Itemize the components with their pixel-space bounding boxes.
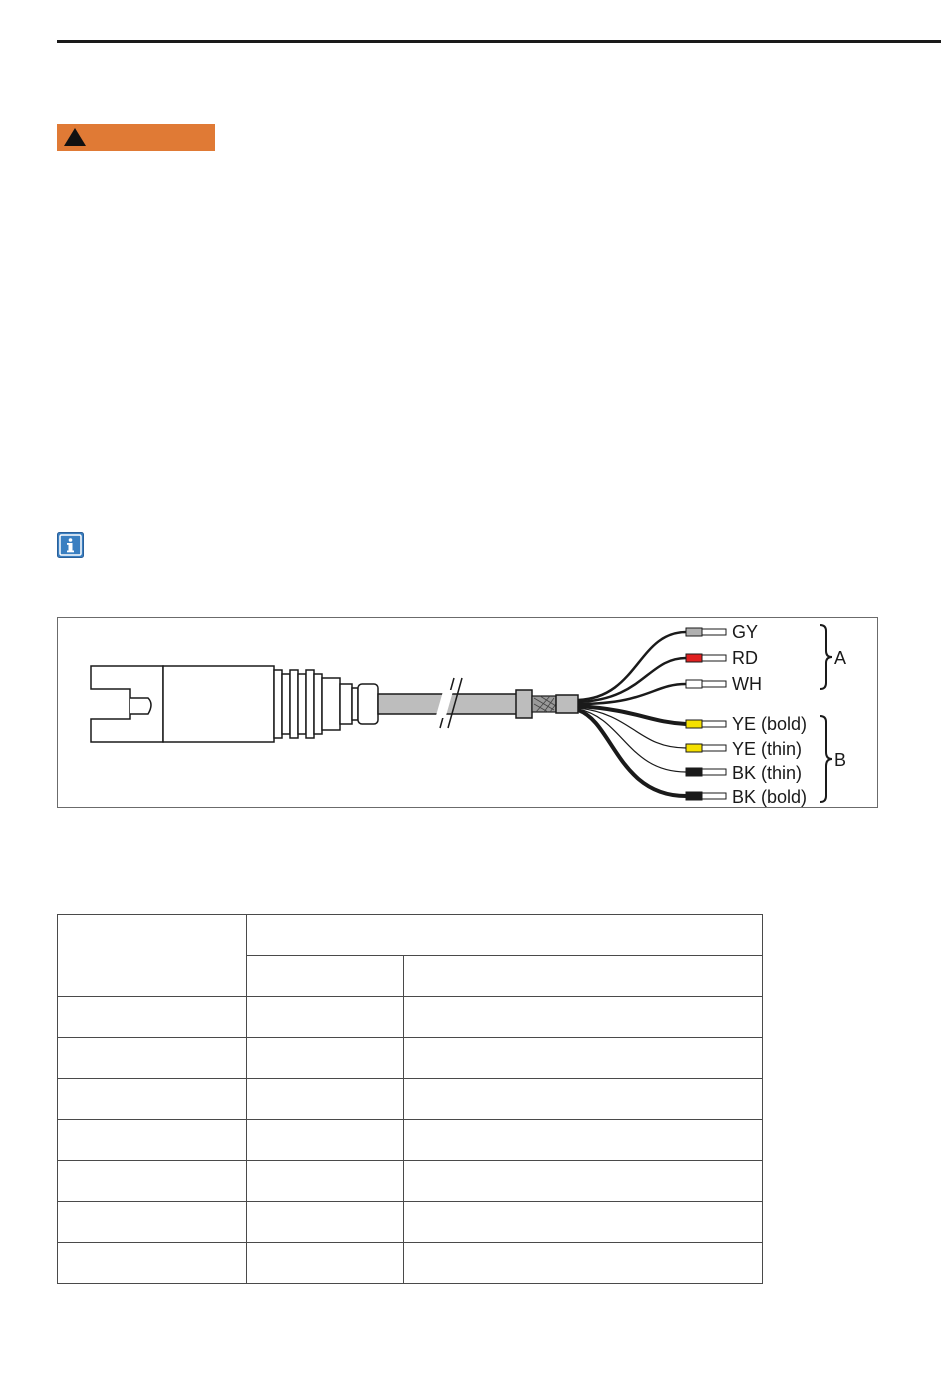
info-icon [57,532,84,558]
table-cell [247,1161,404,1202]
table-cell [247,915,763,956]
table-row [58,1202,763,1243]
table-cell [58,1161,247,1202]
wire-label-bk-bold: BK (bold) [732,787,808,807]
table-row [58,1079,763,1120]
brace-a [820,625,832,689]
table-cell [404,997,763,1038]
warning-triangle-icon [63,127,87,147]
table-cell [247,1038,404,1079]
group-label-a: A [834,648,847,668]
table-cell [247,997,404,1038]
wire-label-rd: RD [732,648,758,668]
table-row [58,1120,763,1161]
table-cell [58,1120,247,1161]
group-label-b: B [834,750,847,770]
table-cell [247,1120,404,1161]
wire-bundle [578,632,686,796]
table-cell [404,956,763,997]
table-cell [404,1161,763,1202]
cable-diagram [58,618,879,809]
table-cell [247,1243,404,1284]
pin-assignment-table [57,914,763,1284]
table-cell [404,1243,763,1284]
table-cell [404,1038,763,1079]
wire-label-bk-thin: BK (thin) [732,763,803,783]
table-cell [58,915,247,997]
table-cell [404,1120,763,1161]
table-cell [58,1243,247,1284]
wire-label-wh: WH [732,674,762,694]
table-row [58,1243,763,1284]
header-rule [57,40,941,43]
table-row [58,997,763,1038]
table-row [58,1161,763,1202]
wire-label-gy: GY [732,622,759,642]
table-cell [58,1079,247,1120]
table-cell [58,1202,247,1243]
table-cell [404,1202,763,1243]
brace-b [820,716,832,802]
wire-label-ye-thin: YE (thin) [732,739,803,759]
cable-jacket [378,678,578,728]
table-cell [404,1079,763,1120]
wire-ends [686,628,726,800]
sensor-head [91,666,378,742]
warning-banner [57,124,215,151]
table-cell [58,997,247,1038]
wire-label-ye-bold: YE (bold) [732,714,808,734]
table-header-row [58,915,763,956]
cable-wiring-figure [57,617,878,808]
table-cell [58,1038,247,1079]
table-cell [247,1202,404,1243]
table-cell [247,956,404,997]
table-cell [247,1079,404,1120]
table-row [58,1038,763,1079]
